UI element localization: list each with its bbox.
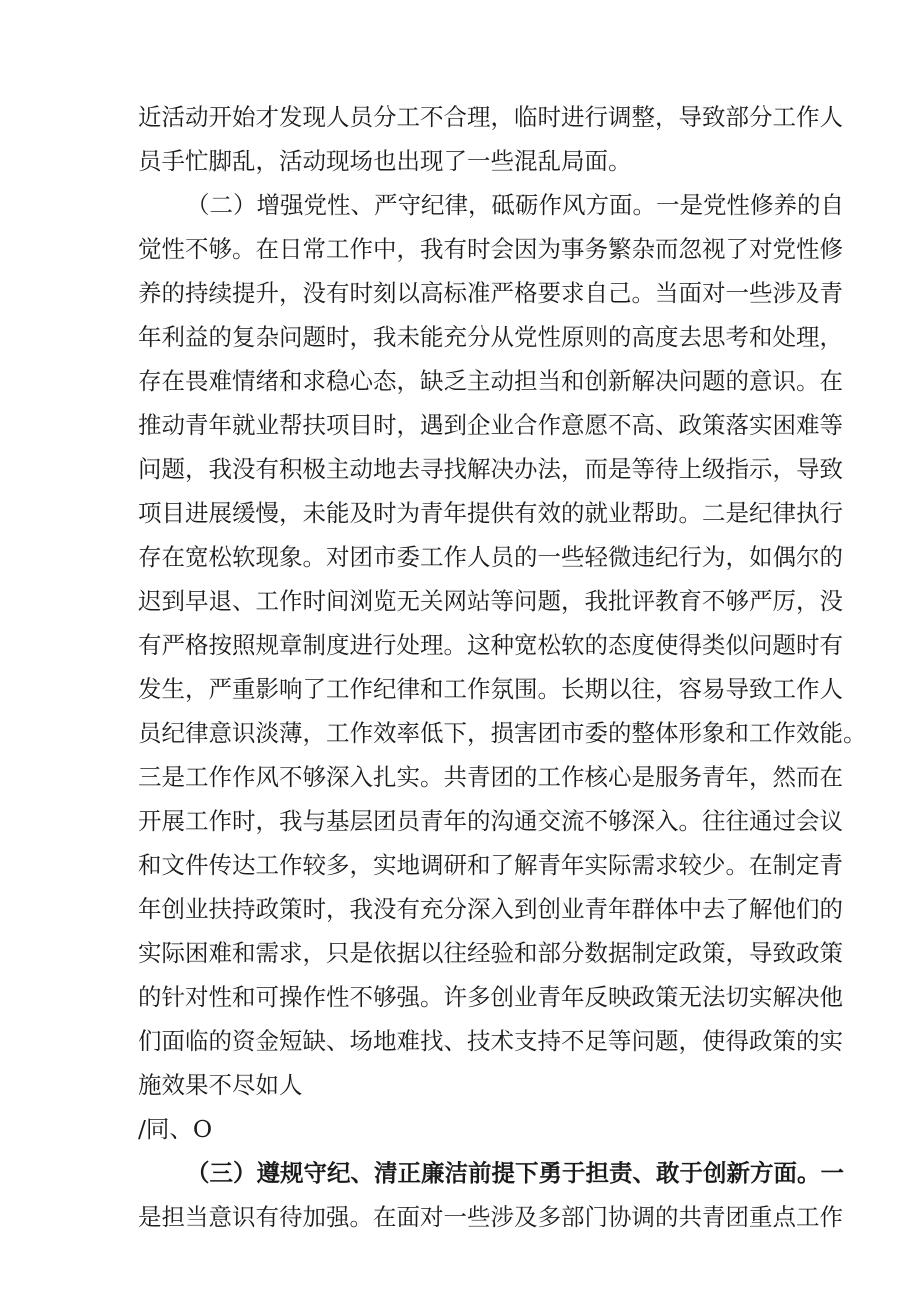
text-line: 实际困难和需求，只是依据以往经验和部分数据制定政策，导致政策 — [138, 939, 843, 967]
text-line: 员手忙脚乱，活动现场也出现了一些混乱局面。 — [138, 147, 632, 175]
text-line: 近活动开始才发现人员分工不合理，临时进行调整，导致部分工作人 — [138, 103, 843, 131]
text-line: 年创业扶持政策时，我没有充分深入到创业青年群体中去了解他们的 — [138, 895, 843, 923]
text-line: /同、O — [138, 1115, 213, 1143]
text-line: 们面临的资金短缺、场地难找、技术支持不足等问题，使得政策的实 — [138, 1027, 843, 1055]
text-line: 的针对性和可操作性不够强。许多创业青年反映政策无法切实解决他 — [138, 983, 843, 1011]
text-line: 觉性不够。在日常工作中，我有时会因为事务繁杂而忽视了对党性修 — [138, 235, 843, 263]
text-line: 施效果不尽如人 — [138, 1071, 303, 1099]
section-heading-line: （二）增强党性、严守纪律，砥砺作风方面。一是党性修养的自 — [186, 191, 844, 219]
text-line: 存在畏难情绪和求稳心态，缺乏主动担当和创新解决问题的意识。在 — [138, 367, 843, 395]
text-line: 员纪律意识淡薄，工作效率低下，损害团市委的整体形象和工作效能。 — [138, 719, 867, 747]
text-line: 存在宽松软现象。对团市委工作人员的一些轻微违纪行为，如偶尔的 — [138, 543, 843, 571]
text-line: 和文件传达工作较多，实地调研和了解青年实际需求较少。在制定青 — [138, 851, 843, 879]
text-line: 有严格按照规章制度进行处理。这种宽松软的态度使得类似问题时有 — [138, 631, 843, 659]
text-line: 开展工作时，我与基层团员青年的沟通交流不够深入。往往通过会议 — [138, 807, 843, 835]
text-line: 问题，我没有积极主动地去寻找解决办法，而是等待上级指示，导致 — [138, 455, 843, 483]
section-heading-line: （三）遵规守纪、清正廉洁前提下勇于担责、敢于创新方面。一 — [186, 1159, 844, 1187]
text-line: 推动青年就业帮扶项目时，遇到企业合作意愿不高、政策落实困难等 — [138, 411, 843, 439]
text-line: 养的持续提升，没有时刻以高标准严格要求自己。当面对一些涉及青 — [138, 279, 843, 307]
text-line: 是担当意识有待加强。在面对一些涉及多部门协调的共青团重点工作 — [138, 1203, 843, 1231]
text-line: 三是工作作风不够深入扎实。共青团的工作核心是服务青年，然而在 — [138, 763, 843, 791]
text-line: 年利益的复杂问题时，我未能充分从党性原则的高度去思考和处理， — [138, 323, 843, 351]
text-line: 项目进展缓慢，未能及时为青年提供有效的就业帮助。二是纪律执行 — [138, 499, 843, 527]
text-line: 迟到早退、工作时间浏览无关网站等问题，我批评教育不够严厉，没 — [138, 587, 843, 615]
text-line: 发生，严重影响了工作纪律和工作氛围。长期以往，容易导致工作人 — [138, 675, 843, 703]
